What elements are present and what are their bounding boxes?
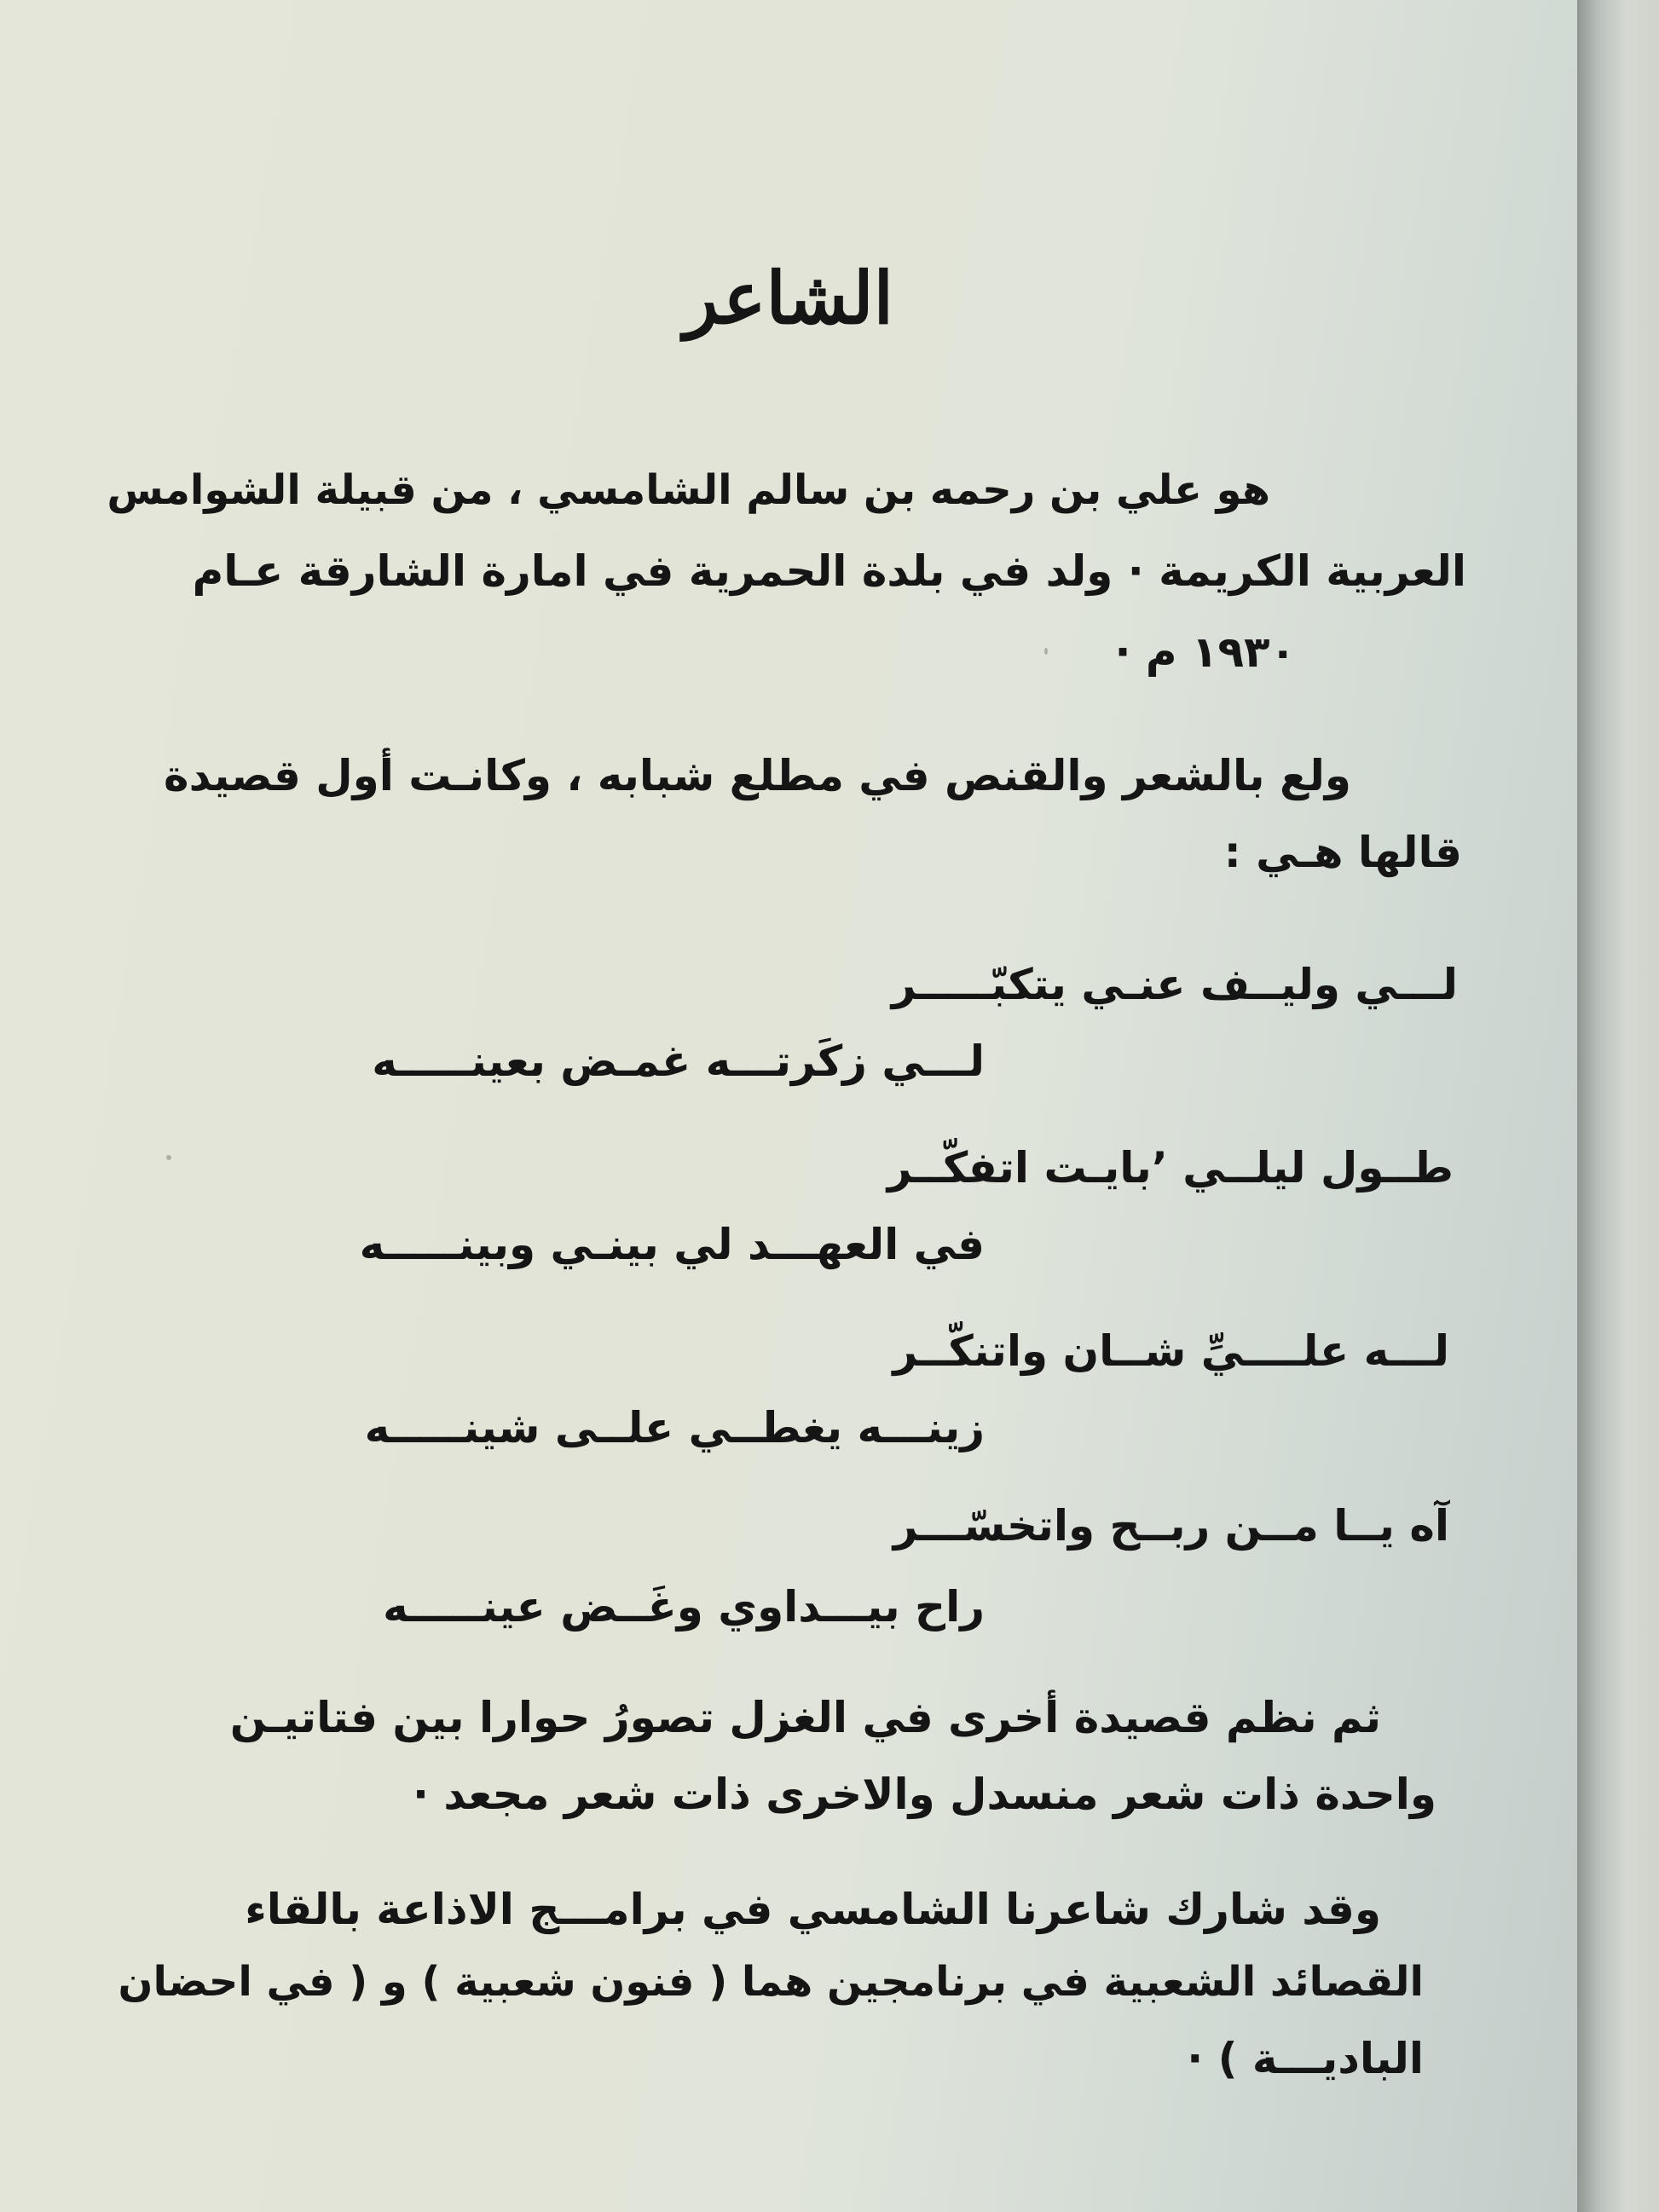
paragraph-line: قالها هـي : [1223,828,1462,877]
paragraph-line: واحدة ذات شعر منسدل والاخرى ذات شعر مجعد · [412,1770,1436,1819]
poem-verse-second: في العهـــد لي بينـي وبينـــــه [359,1220,985,1269]
poem-verse-first: لـــي وليــف عنـي يتكبّـــــر [891,960,1458,1009]
paragraph-line: العربية الكريمة · ولد في بلدة الحمرية في امارة الشارقة عـام [192,546,1466,596]
page-title: الشاعر [684,256,893,340]
poem-verse-second: راح بيـــداوي وغَــض عينـــــه [383,1582,985,1632]
paragraph-line: وقد شارك شاعرنا الشامسي في برامـــج الاذاعة بالقاء [245,1885,1381,1934]
paragraph-line: القصائد الشعبية في برنامجين هما ( فنون شعبية ) و ( في احضان [118,1958,1424,2006]
poem-verse-first: لـــه علــــيِّ شــان واتنكّــر [893,1326,1449,1376]
book-page-edge [1577,0,1659,2212]
poem-verse-first: طــول ليلــي ٬بايـت اتفكّــر [887,1143,1454,1193]
paragraph-line: ١٩٣٠ م · [1114,627,1296,677]
poem-verse-first: آه يــا مــن ربــح واتخسّـــر [893,1501,1449,1551]
paragraph-line: الباديـــة ) · [1187,2034,1424,2083]
paragraph-line: ولع بالشعر والقنص في مطلع شبابه ، وكانـت أول قصيدة [164,751,1351,800]
poem-verse-second: زينـــه يغطــي علــى شينـــــه [364,1403,985,1453]
poem-verse-second: لـــي زكَرتـــه غمـض بعينـــــه [372,1037,985,1086]
paragraph-line: هو علي بن رحمه بن سالم الشامسي ، من قبيلة الشوامس [107,466,1270,514]
paragraph-line: ثم نظم قصيدة أخرى في الغزل تصورُ حوارا بين فتاتيـن [229,1693,1381,1742]
